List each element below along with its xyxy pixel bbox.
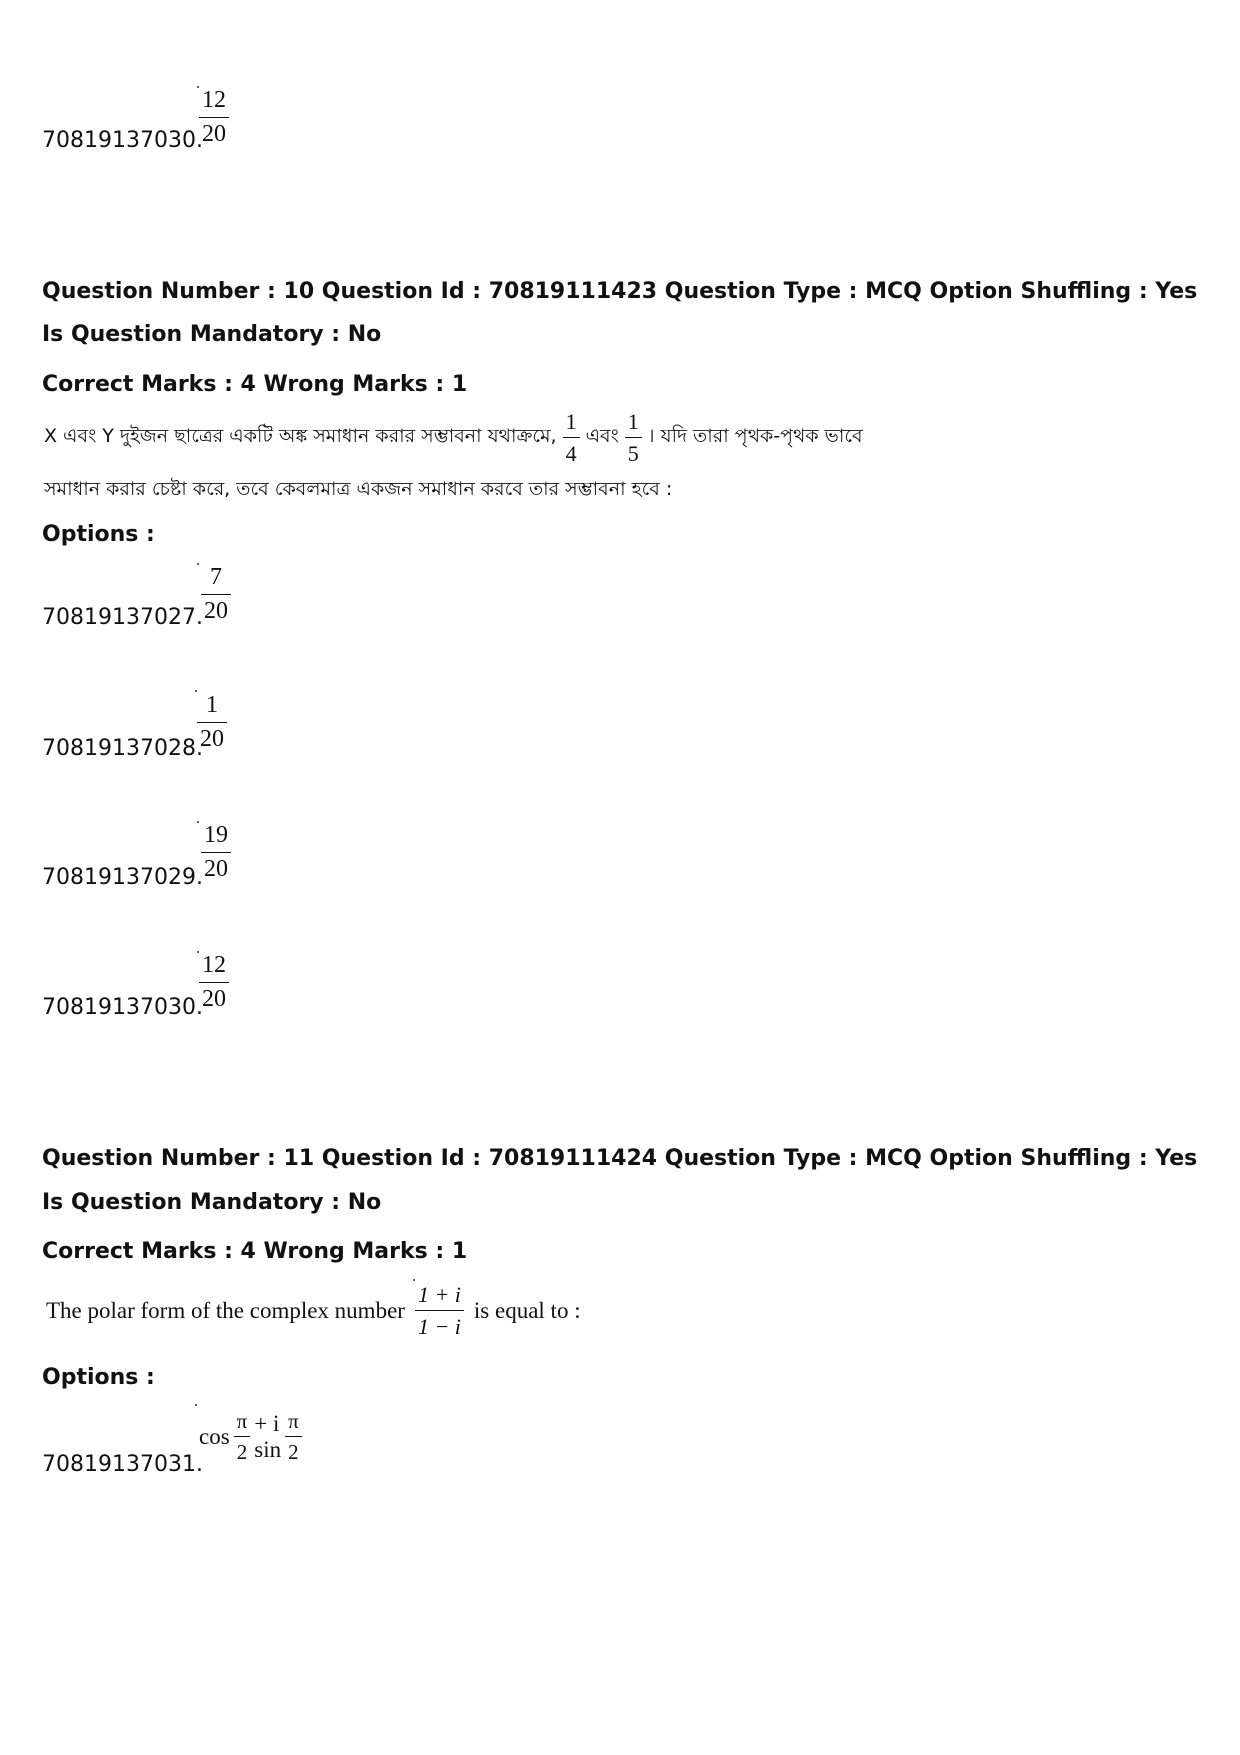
fraction-numerator: π <box>288 1409 299 1433</box>
fraction-numerator: 1 <box>206 692 218 718</box>
fraction-bar <box>234 1436 251 1437</box>
fraction-denominator: 4 <box>565 441 577 467</box>
fraction-numerator: 1 <box>565 409 577 434</box>
fraction-bar <box>201 594 231 595</box>
fraction-bar <box>201 852 231 853</box>
q10-text-b: । যদি তারা পৃথক-পৃথক ভাবে <box>647 424 863 447</box>
q11-text-b: is equal to : <box>473 1297 581 1323</box>
fraction-numerator: 1 + i <box>417 1282 461 1307</box>
fraction-denominator: 20 <box>204 598 228 625</box>
fraction-denominator: 2 <box>288 1440 299 1465</box>
pi-over-2-fraction <box>285 1410 302 1463</box>
fraction-denominator: 5 <box>627 441 639 467</box>
q10-mandatory: Is Question Mandatory : No <box>42 322 382 347</box>
q10-fraction-1 <box>563 410 580 465</box>
option-id: 70819137030. <box>42 995 203 1020</box>
q11-fraction <box>415 1283 464 1338</box>
dot-mark <box>195 690 197 692</box>
q10-marks: Correct Marks : 4 Wrong Marks : 1 <box>42 372 468 397</box>
option-fraction <box>201 823 231 882</box>
q10-text-a: X এবং Y দুইজন ছাত্রের একটি অঙ্ক সমাধান করার সম্ভাবনা যথাক্রমে, <box>44 424 557 447</box>
dot-mark <box>413 1279 415 1281</box>
fraction-denominator: 2 <box>236 1440 248 1465</box>
fraction-denominator: 1 − i <box>417 1314 461 1340</box>
fraction-denominator: 20 <box>202 986 226 1013</box>
q11-options-label: Options : <box>42 1365 155 1390</box>
q11-mandatory: Is Question Mandatory : No <box>42 1190 382 1215</box>
q10-fraction-2 <box>625 410 642 465</box>
option-fraction <box>201 565 231 624</box>
fraction-denominator: 20 <box>200 726 224 753</box>
option-id: 70819137029. <box>42 865 203 890</box>
q11-marks: Correct Marks : 4 Wrong Marks : 1 <box>42 1239 468 1264</box>
fraction-numerator: 1 <box>627 409 639 434</box>
fraction-numerator: 12 <box>202 952 226 978</box>
q11-header: Question Number : 11 Question Id : 70819111424 Question Type : MCQ Option Shuffling : Yes <box>42 1146 1198 1171</box>
dot-mark <box>197 821 199 823</box>
q10-question-line1 <box>44 410 863 465</box>
q11-text-a: The polar form of the complex number <box>46 1297 405 1323</box>
fraction-numerator: 19 <box>204 822 228 848</box>
q10-header: Question Number : 10 Question Id : 70819111423 Question Type : MCQ Option Shuffling : Yes <box>42 279 1198 304</box>
q10-text-mid: এবং <box>585 424 619 447</box>
plus-i-sin-text: + i sin <box>254 1410 282 1462</box>
option-id: 70819137028. <box>42 736 203 761</box>
fraction-bar <box>563 437 580 438</box>
fraction-denominator: 20 <box>202 121 226 148</box>
q10-question-line2: সমাধান করার চেষ্টা করে, তবে কেবলমাত্র একজন সমাধান করবে তার সম্ভাবনা হবে : <box>44 478 673 500</box>
dot-mark <box>197 563 199 565</box>
fraction-numerator: π <box>236 1409 248 1433</box>
pi-over-2-fraction <box>234 1410 251 1463</box>
fraction-numerator: 12 <box>202 87 226 113</box>
cos-text: cos <box>199 1423 230 1449</box>
fraction-numerator: 7 <box>210 564 222 590</box>
fraction-bar <box>285 1436 302 1437</box>
dot-mark <box>195 1404 197 1406</box>
q10-options-label: Options : <box>42 522 155 547</box>
fraction-bar <box>197 722 227 723</box>
fraction-bar <box>199 117 229 118</box>
option-expression <box>199 1410 302 1463</box>
option-fraction <box>199 953 229 1012</box>
fraction-bar <box>415 1310 464 1311</box>
option-fraction <box>199 88 229 147</box>
option-id: 70819137030. <box>42 128 203 153</box>
fraction-bar <box>625 437 642 438</box>
fraction-denominator: 20 <box>204 856 228 883</box>
option-id: 70819137027. <box>42 605 203 630</box>
option-id: 70819137031. <box>42 1452 203 1477</box>
q11-question <box>46 1283 581 1338</box>
fraction-bar <box>199 982 229 983</box>
